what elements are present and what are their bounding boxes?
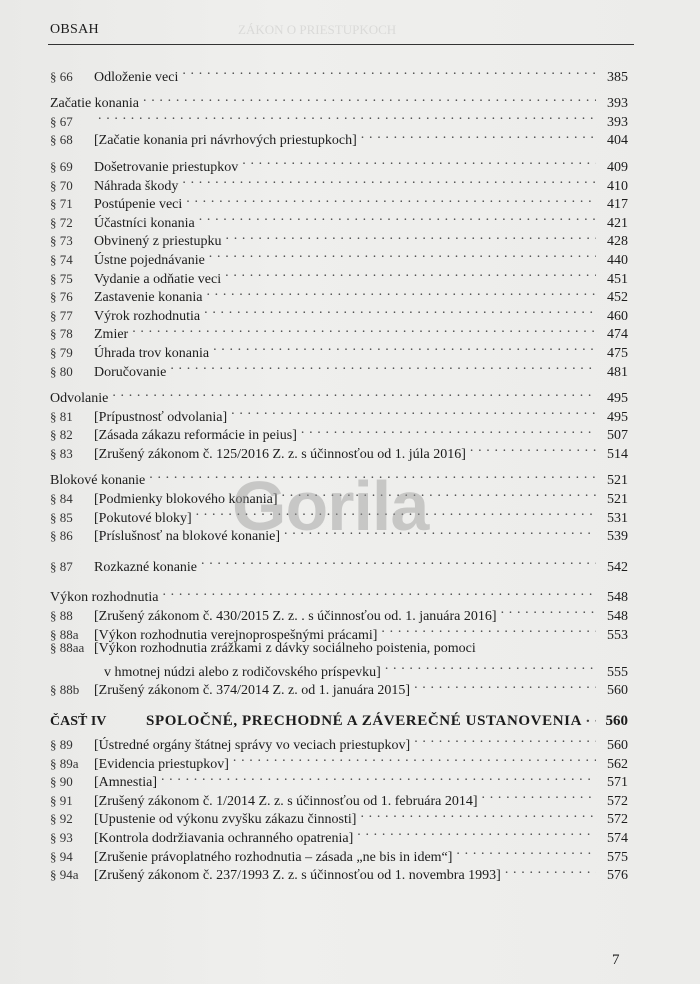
toc-page-number: 548 xyxy=(607,590,628,606)
toc-page-number: 417 xyxy=(607,197,628,213)
toc-entry-title: Doručovanie xyxy=(94,364,167,380)
toc-entry-title: [Príslušnosť na blokové konanie] xyxy=(94,529,281,545)
toc-section-number: § 73 xyxy=(50,233,73,249)
toc-leader-dots xyxy=(162,583,596,602)
toc-entry-title: Došetrovanie priestupkov xyxy=(94,159,239,175)
toc-page-number: 460 xyxy=(607,308,628,324)
toc-entry[interactable] xyxy=(50,107,628,130)
header-rule xyxy=(48,44,634,45)
toc-entry-title: [Zrušený zákonom č. 125/2016 Z. z. s účinnosťou od 1. júla 2016] xyxy=(94,446,466,462)
toc-entry-title: Postúpenie veci xyxy=(94,197,183,213)
toc-leader-dots xyxy=(501,601,596,620)
toc-section-number: § 88 xyxy=(50,608,73,624)
toc-leader-dots xyxy=(385,657,596,676)
toc-entry[interactable] xyxy=(50,320,628,343)
toc-section-number: § 88b xyxy=(50,682,80,698)
toc-section-number: § 94 xyxy=(50,848,73,864)
toc-group-heading[interactable] xyxy=(50,466,628,489)
toc-entry-title: Účastníci konania xyxy=(94,215,195,231)
toc-section-number: § 93 xyxy=(50,829,73,845)
toc-leader-dots xyxy=(161,768,596,787)
toc-entry-title: Ústne pojednávanie xyxy=(94,252,205,268)
toc-leader-dots xyxy=(182,171,596,190)
toc-leader-dots xyxy=(225,264,596,283)
toc-page-number: 521 xyxy=(607,492,628,508)
toc-section-number: § 74 xyxy=(50,251,73,267)
toc-page-number: 572 xyxy=(607,793,628,809)
toc-page-number: 560 xyxy=(607,738,628,753)
toc-page-number: 555 xyxy=(607,664,628,680)
toc-entry-title: [Kontrola dodržiavania ochranného opatrenia] xyxy=(94,830,354,846)
toc-section-number: ČASŤ IV xyxy=(50,714,107,729)
toc-leader-dots xyxy=(470,439,596,458)
toc-page-number: 474 xyxy=(607,327,628,343)
toc-section-number: § 91 xyxy=(50,792,73,808)
table-of-contents xyxy=(50,62,628,884)
toc-entry[interactable] xyxy=(50,639,628,658)
toc-section-number: § 77 xyxy=(50,307,73,323)
toc-section-number: § 66 xyxy=(50,68,73,84)
toc-page-number: 542 xyxy=(607,559,628,575)
toc-page-number: 553 xyxy=(607,627,628,643)
toc-leader-dots xyxy=(301,421,596,440)
toc-section-number: § 88aa xyxy=(50,639,85,655)
toc-page-number: 572 xyxy=(607,812,628,828)
toc-page-number: 428 xyxy=(607,234,628,250)
toc-page-number: 404 xyxy=(607,133,628,149)
toc-page-number: 440 xyxy=(607,252,628,268)
toc-leader-dots xyxy=(143,89,596,108)
toc-entry-title: Rozkazné konanie xyxy=(94,559,198,575)
toc-section-number: § 72 xyxy=(50,214,73,230)
toc-entry[interactable] xyxy=(50,552,628,575)
toc-page-number: 385 xyxy=(607,69,628,85)
toc-page-number: 495 xyxy=(607,409,628,425)
toc-leader-dots xyxy=(586,706,596,725)
toc-page-number: 393 xyxy=(607,96,628,112)
toc-page-number: 574 xyxy=(607,830,628,846)
toc-section-number: § 87 xyxy=(50,558,73,574)
toc-entry-title: SPOLOČNÉ, PRECHODNÉ A ZÁVEREČNÉ USTANOVENIA xyxy=(146,713,582,729)
toc-page-number: 393 xyxy=(607,114,628,130)
toc-leader-dots xyxy=(456,842,596,861)
toc-group-heading[interactable] xyxy=(50,384,628,407)
toc-leader-dots xyxy=(233,749,596,768)
toc-entry-title: v hmotnej núdzi alebo z rodičovského príspevku] xyxy=(104,664,381,680)
toc-leader-dots xyxy=(482,786,597,805)
toc-entry-title: [Začatie konania pri návrhových priestupkoch] xyxy=(94,133,357,149)
toc-entry-title: Obvinený z priestupku xyxy=(94,234,222,250)
toc-leader-dots xyxy=(132,320,596,339)
toc-page-number: 475 xyxy=(607,345,628,361)
toc-page-number: 562 xyxy=(607,756,628,772)
toc-entry-title: Zmier xyxy=(94,327,129,343)
toc-entry-title: Zastavenie konania xyxy=(94,290,203,306)
toc-leader-dots xyxy=(170,357,596,376)
toc-group-heading[interactable] xyxy=(50,583,628,606)
toc-section-number: § 76 xyxy=(50,289,73,305)
toc-entry[interactable] xyxy=(50,657,628,680)
toc-section-number: § 70 xyxy=(50,177,73,193)
toc-entry-title: [Zásada zákazu reformácie in peius] xyxy=(94,428,297,444)
toc-entry-title: [Zrušenie právoplatného rozhodnutia – zásada „ne bis in idem“] xyxy=(94,849,453,865)
toc-section-number: § 94a xyxy=(50,867,79,883)
toc-section-number: § 82 xyxy=(50,427,73,443)
toc-entry[interactable] xyxy=(50,62,628,85)
toc-page-number: 575 xyxy=(607,849,628,865)
toc-page-number: 571 xyxy=(607,775,628,791)
toc-entry-title: Náhrada škody xyxy=(94,178,179,194)
toc-leader-dots xyxy=(226,227,596,246)
toc-page-number: 531 xyxy=(607,510,628,526)
toc-leader-dots xyxy=(360,805,596,824)
toc-part-heading[interactable] xyxy=(50,706,628,730)
toc-entry-title: [Upustenie od výkonu zvyšku zákazu činnosti] xyxy=(94,812,357,828)
toc-section-number: § 71 xyxy=(50,196,73,212)
toc-section-number: § 81 xyxy=(50,408,73,424)
toc-page-number: 495 xyxy=(607,391,628,407)
toc-page-number: 421 xyxy=(607,215,628,231)
toc-leader-dots xyxy=(505,861,596,880)
toc-leader-dots xyxy=(361,126,596,145)
toc-section-number: § 86 xyxy=(50,528,73,544)
toc-section-number: § 85 xyxy=(50,509,73,525)
toc-page-number: 548 xyxy=(607,609,628,625)
toc-section-number: § 89 xyxy=(50,737,73,752)
toc-leader-dots xyxy=(414,730,596,749)
toc-page-number: 576 xyxy=(607,868,628,884)
toc-leader-dots xyxy=(149,466,596,485)
toc-leader-dots xyxy=(201,552,596,571)
toc-entry[interactable] xyxy=(50,338,628,361)
toc-section-number: § 92 xyxy=(50,811,73,827)
toc-entry-title: Výkon rozhodnutia xyxy=(50,590,159,606)
toc-page-number: 481 xyxy=(607,364,628,380)
toc-entry-title: [Výkon rozhodnutia zrážkami z dávky sociálneho poistenia, pomoci xyxy=(94,640,476,656)
toc-page-number: 560 xyxy=(607,683,628,699)
toc-page-number: 409 xyxy=(607,159,628,175)
toc-section-number: § 79 xyxy=(50,344,73,360)
toc-leader-dots xyxy=(242,152,596,171)
toc-entry-title: Výrok rozhodnutia xyxy=(94,308,201,324)
toc-leader-dots xyxy=(284,522,596,541)
toc-entry-title: Odvolanie xyxy=(50,391,109,407)
toc-entry-title: Blokové konanie xyxy=(50,473,146,489)
toc-leader-dots xyxy=(213,338,596,357)
toc-page-number: 452 xyxy=(607,290,628,306)
toc-section-number: § 84 xyxy=(50,491,73,507)
toc-leader-dots xyxy=(206,283,596,302)
toc-leader-dots xyxy=(182,62,596,81)
toc-page-number: 410 xyxy=(607,178,628,194)
toc-leader-dots xyxy=(381,620,596,639)
toc-entry-title: Odloženie veci xyxy=(94,69,179,85)
toc-section-number: § 88a xyxy=(50,626,79,642)
toc-page-number: 521 xyxy=(607,473,628,489)
toc-entry-title: Vydanie a odňatie veci xyxy=(94,271,222,287)
toc-leader-dots xyxy=(414,676,596,695)
toc-page-number: 507 xyxy=(607,428,628,444)
toc-page-number: 539 xyxy=(607,529,628,545)
toc-entry-title: [Zrušený zákonom č. 430/2015 Z. z. . s účinnosťou od. 1. januára 2016] xyxy=(94,609,497,625)
toc-entry-title: Začatie konania xyxy=(50,96,140,112)
toc-page-number: 560 xyxy=(605,713,628,729)
toc-entry-title: [Zrušený zákonom č. 237/1993 Z. z. s účinnosťou od 1. novembra 1993] xyxy=(94,868,501,884)
toc-leader-dots xyxy=(199,208,596,227)
toc-entry-title: [Podmienky blokového konania] xyxy=(94,492,278,508)
toc-leader-dots xyxy=(186,190,596,209)
toc-leader-dots xyxy=(204,301,596,320)
toc-section-number: § 89a xyxy=(50,755,79,771)
toc-entry[interactable] xyxy=(50,126,628,149)
toc-page-number: 514 xyxy=(607,446,628,462)
toc-section-number: § 69 xyxy=(50,158,73,174)
toc-leader-dots xyxy=(209,245,596,264)
toc-entry-title: [Evidencia priestupkov] xyxy=(94,756,229,772)
toc-page-number: 451 xyxy=(607,271,628,287)
toc-entry[interactable] xyxy=(50,402,628,425)
toc-section-number: § 75 xyxy=(50,270,73,286)
toc-section-number: § 68 xyxy=(50,132,73,148)
toc-leader-dots xyxy=(282,484,596,503)
toc-leader-dots xyxy=(98,107,596,126)
toc-group-heading[interactable] xyxy=(50,89,628,112)
toc-entry-title: [Výkon rozhodnutia verejnoprospešnými prácami] xyxy=(94,627,378,643)
toc-leader-dots xyxy=(231,402,596,421)
toc-section-number: § 80 xyxy=(50,363,73,379)
toc-section-number: § 90 xyxy=(50,774,73,790)
watermark-logo: Gorila xyxy=(232,467,429,545)
toc-entry-title: Úhrada trov konania xyxy=(94,345,210,361)
page-header-title: OBSAH xyxy=(50,22,99,37)
toc-entry-title: [Ústredné orgány štátnej správy vo veciach priestupkov] xyxy=(94,738,411,753)
bleed-through-text: ZÁKON O PRIESTUPKOCH xyxy=(238,22,397,37)
toc-entry-title: [Pokutové bloky] xyxy=(94,510,192,526)
toc-entry-title: [Prípustnosť odvolania] xyxy=(94,409,228,425)
toc-section-number: § 83 xyxy=(50,445,73,461)
toc-entry[interactable] xyxy=(50,152,628,175)
toc-leader-dots xyxy=(196,503,596,522)
page-number: 7 xyxy=(612,952,620,968)
toc-entry-title: [Zrušený zákonom č. 1/2014 Z. z. s účinnosťou od 1. februára 2014] xyxy=(94,793,478,809)
toc-leader-dots xyxy=(112,384,596,403)
toc-entry-title: [Amnestia] xyxy=(94,775,157,791)
toc-section-number: § 78 xyxy=(50,326,73,342)
toc-entry-title: [Zrušený zákonom č. 374/2014 Z. z. od 1. januára 2015] xyxy=(94,683,411,699)
toc-leader-dots xyxy=(357,823,596,842)
toc-section-number: § 67 xyxy=(50,113,73,129)
